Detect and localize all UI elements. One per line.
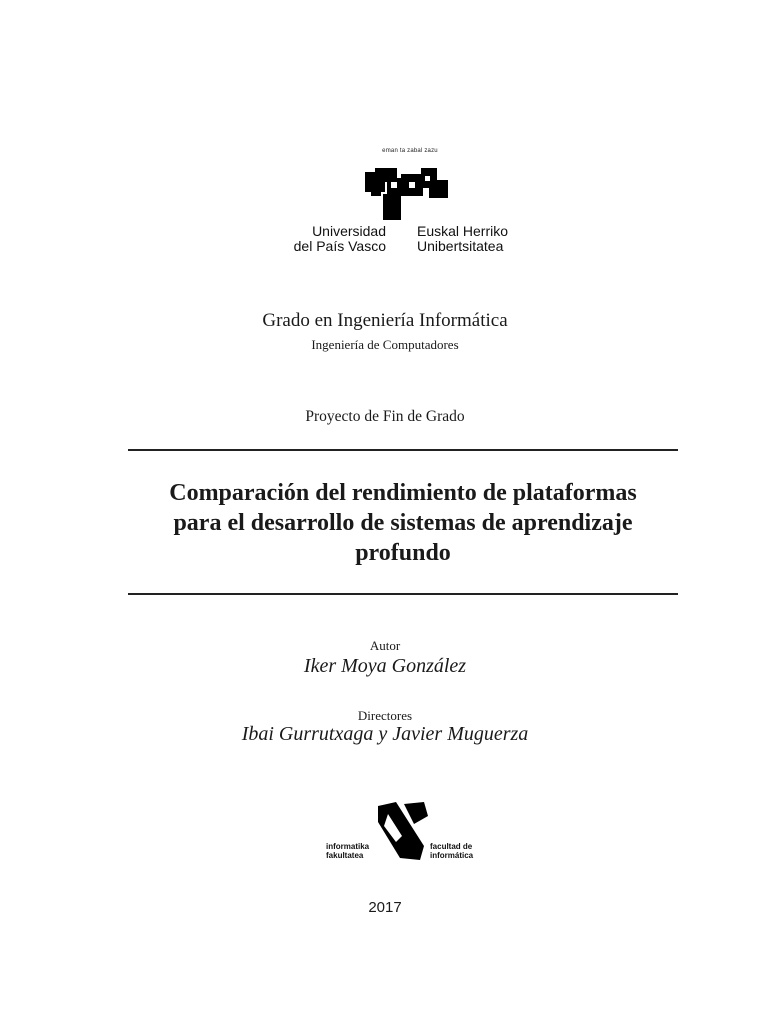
- author-label: Autor: [369, 638, 401, 653]
- title-rule-bottom: [128, 593, 678, 595]
- upv-ehu-emblem-icon: [365, 158, 450, 220]
- university-logo: [270, 148, 540, 258]
- university-motto: eman ta zabal zazu: [382, 148, 438, 154]
- faculty-name-eu: informatika fakultatea: [326, 842, 370, 860]
- faculty-logo: [322, 802, 482, 866]
- faculty-name-es: facultad de informática: [430, 842, 474, 860]
- project-type: Proyecto de Fin de Grado: [305, 408, 465, 425]
- year: 2017: [368, 899, 402, 916]
- faculty-logo-mark-icon: [374, 802, 428, 860]
- author-name: Iker Moya González: [303, 655, 467, 677]
- university-name-es: Universidad del País Vasco: [293, 223, 386, 254]
- degree-title: Grado en Ingeniería Informática: [262, 310, 508, 331]
- university-name-eu: Euskal Herriko Unibertsitatea: [417, 223, 509, 254]
- directors-label: Directores: [357, 708, 413, 723]
- thesis-title: Comparación del rendimiento de plataformas para el desarrollo de sistemas de aprendizaje profundo: [169, 480, 637, 566]
- title-rule-top: [128, 449, 678, 451]
- specialty: Ingeniería de Computadores: [311, 337, 459, 352]
- directors-names: Ibai Gurrutxaga y Javier Muguerza: [241, 723, 529, 745]
